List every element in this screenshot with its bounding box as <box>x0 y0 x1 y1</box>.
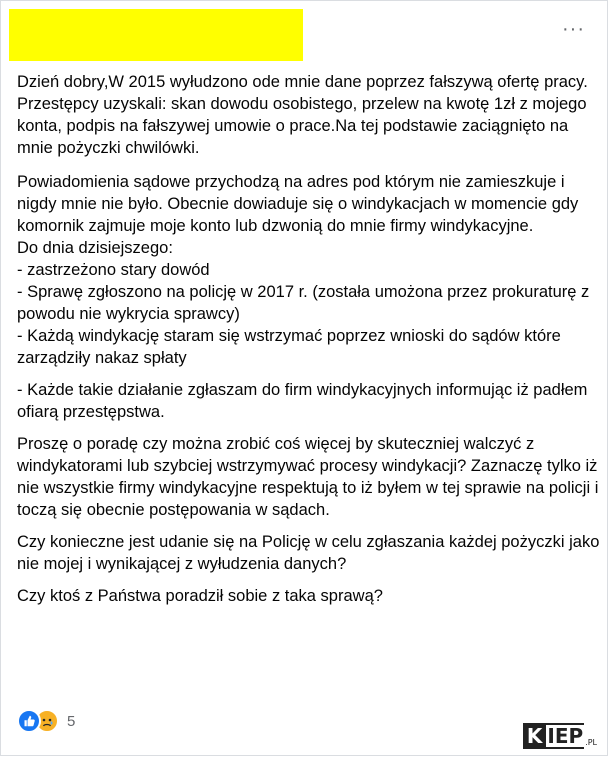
post-paragraph-6: Czy ktoś z Państwa poradził sobie z taka sprawą? <box>17 587 383 605</box>
post-text <box>17 71 601 607</box>
post-paragraph-1: Dzień dobry,W 2015 wyłudzono ode mnie dane poprzez fałszywą ofertę pracy. Przestępcy uzyskali: skan dowodu osobistego, przelew na kwotę 1zł z mojego konta, podpis na fałszywej umowie o prace.Na tej podstawie zaciągnięto na mnie pożyczki chwilówki. <box>17 73 588 157</box>
like-icon <box>17 709 41 733</box>
more-options-button[interactable]: ··· <box>562 18 585 40</box>
post-paragraph-2: Powiadomienia sądowe przychodzą na adres pod którym nie zamieszkuje i nigdy mnie nie było. Obecnie dowiaduje się o windykacjach w momencie gdy komornik zajmuje moje konto lub dzwonią do mnie firmy windykacyjne. <box>17 173 579 235</box>
watermark-pl: .PL <box>585 738 597 747</box>
reaction-count: 5 <box>67 712 76 730</box>
kiep-watermark-logo <box>523 723 597 749</box>
post-paragraph-4: Proszę o poradę czy można zrobić coś więcej by skuteczniej walczyć z windykatorami lub szybciej wstrzymywać procesy windykacji? Zaznaczę tylko iż nie wszystkie firmy windykacyjne respektują to iż byłem w tej sprawie na policji i toczą się obecnie postępowania w sądach. <box>17 435 599 519</box>
reactions-bar[interactable] <box>17 710 75 732</box>
post-paragraph-5: Czy konieczne jest udanie się na Policję w celu zgłaszania każdej pożyczki jako nie mojej i wynikającej z wyłudzenia danych? <box>17 533 600 573</box>
post-list-item-4: - Każde takie działanie zgłaszam do firm windykacyjnych informując iż padłem ofiarą przestępstwa. <box>17 381 588 421</box>
post-paragraph-3: Do dnia dzisiejszego: <box>17 239 173 257</box>
post-list-item-2: - Sprawę zgłoszono na policję w 2017 r. (została umożona przez prokuraturę z powodu nie wykrycia sprawcy) <box>17 283 590 323</box>
watermark-iep: IEP <box>547 724 584 748</box>
post-list-item-3: - Każdą windykację staram się wstrzymać poprzez wnioski do sądów które zarządziły nakaz spłaty <box>17 327 561 367</box>
watermark-k: K <box>523 723 547 749</box>
post-list-item-1: - zastrzeżono stary dowód <box>17 261 210 279</box>
author-redaction <box>9 9 303 61</box>
